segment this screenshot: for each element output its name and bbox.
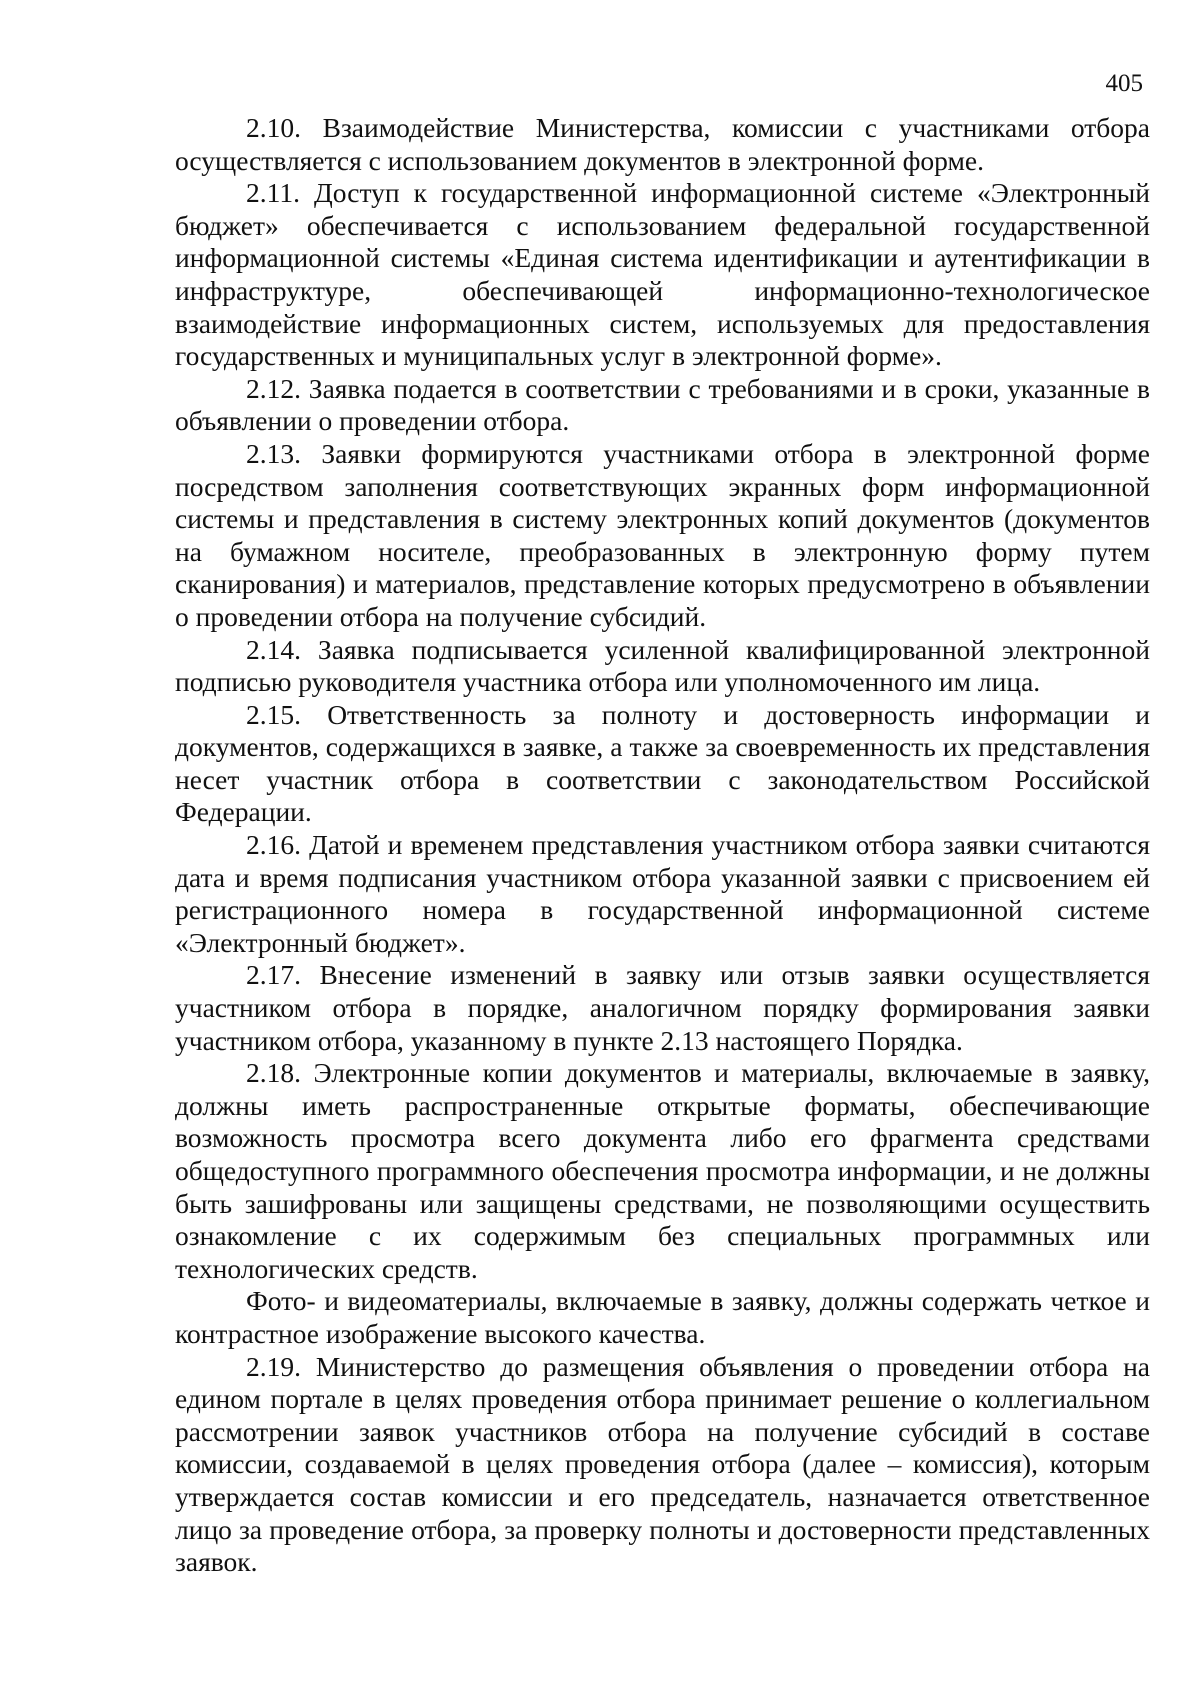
- paragraph-2-17: 2.17. Внесение изменений в заявку или отзыв заявки осуществляется участником отбора в порядке, аналогичном порядку формирования заявки участником отбора, указанному в пункте 2.13 настоящего Порядка.: [175, 959, 1150, 1056]
- paragraph-2-12: 2.12. Заявка подается в соответствии с требованиями и в сроки, указанные в объявлении о проведении отбора.: [175, 372, 1150, 437]
- paragraph-2-10: 2.10. Взаимодействие Министерства, комиссии с участниками отбора осуществляется с использованием документов в электронной форме.: [175, 112, 1150, 176]
- paragraph-2-19: 2.19. Министерство до размещения объявления о проведении отбора на едином портале в целях проведения отбора принимает решение о коллегиальном рассмотрении заявок участников отбора на получение субсидий в составе комиссии, создаваемой в целях проведения отбора (далее – комиссия), которым утверждается состав комиссии и его председатель, назначается ответственное лицо за проведение отбора, за проверку полноты и достоверности представленных заявок.: [175, 1350, 1150, 1578]
- page-number: 405: [1105, 70, 1143, 97]
- document-body: [175, 112, 1150, 1579]
- paragraph-2-18-photo-video: Фото- и видеоматериалы, включаемые в заявку, должны содержать четкое и контрастное изображение высокого качества.: [175, 1285, 1150, 1349]
- paragraph-2-13: 2.13. Заявки формируются участниками отбора в электронной форме посредством заполнения соответствующих экранных форм информационной системы и представления в систему электронных копий документов (документов на бумажном носителе, преобразованных в электронную форму путем сканирования) и материалов, представление которых предусмотрено в объявлении о проведении отбора на получение субсидий.: [175, 437, 1150, 632]
- paragraph-2-16: 2.16. Датой и временем представления участником отбора заявки считаются дата и время подписания участником отбора указанной заявки с присвоением ей регистрационного номера в государственной информационной системе «Электронный бюджет».: [175, 829, 1150, 958]
- paragraph-2-11: 2.11. Доступ к государственной информационной системе «Электронный бюджет» обеспечивается с использованием федеральной государственной информационной системы «Единая система идентификации и аутентификации в инфраструктуре, обеспечивающей информационно-технологическое взаимодействие информационных систем, используемых для предоставления государственных и муниципальных услуг в электронной форме».: [175, 177, 1150, 372]
- paragraph-2-14: 2.14. Заявка подписывается усиленной квалифицированной электронной подписью руководителя участника отбора или уполномоченного им лица.: [175, 633, 1150, 698]
- paragraph-2-18: 2.18. Электронные копии документов и материалы, включаемые в заявку, должны иметь распространенные открытые форматы, обеспечивающие возможность просмотра всего документа либо его фрагмента средствами общедоступного программного обеспечения просмотра информации, и не должны быть зашифрованы или защищены средствами, не позволяющими осуществить ознакомление с их содержимым без специальных программных или технологических средств.: [175, 1057, 1150, 1284]
- paragraph-2-15: 2.15. Ответственность за полноту и достоверность информации и документов, содержащихся в заявке, а также за своевременность их представления несет участник отбора в соответствии с законодательством Российской Федерации.: [175, 698, 1150, 828]
